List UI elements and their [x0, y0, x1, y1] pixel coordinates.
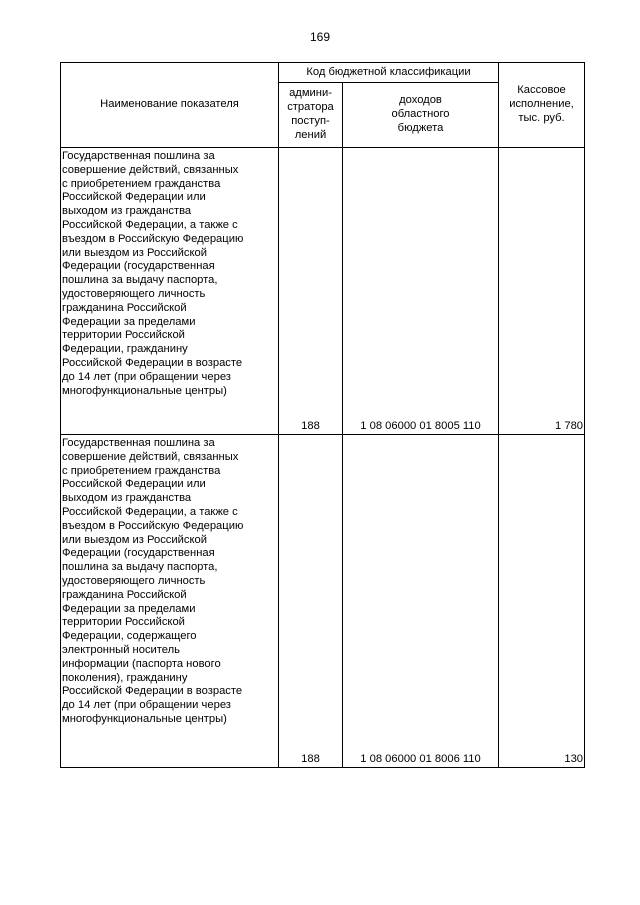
- header-code-group: [279, 63, 499, 83]
- budget-table: [60, 62, 585, 768]
- header-amount: [499, 63, 585, 148]
- row-income-code: 1 08 06000 01 8005 110: [343, 148, 499, 435]
- header-code-group-label: Код бюджетной классификации: [306, 65, 471, 78]
- row-income-code: 1 08 06000 01 8006 110: [343, 435, 499, 768]
- row-name-cell: [61, 148, 279, 435]
- table-row: [61, 435, 585, 768]
- header-admin-label: админи- стратора поступ- лений: [287, 87, 334, 141]
- header-name: [61, 63, 279, 148]
- row-amount: 130: [499, 435, 585, 768]
- row-name: Государственная пошлина за совершение действий, связанных с приобретением гражданства Российской Федерации или выходом из гражданства Российской Федерации, а также с въездом в Российскую Федерацию или выездом из Российской Федерации (государственная пошлина за выдачу паспорта, удостоверяющего личность гражданина Российской Федерации за пределами территории Российской Федерации, гражданину Российской Федерации в возрасте до 14 лет (при обращении через многофункциональные центры): [62, 150, 244, 397]
- row-admin-code: 188: [279, 435, 343, 768]
- header-admin: [279, 83, 343, 148]
- table-row: [61, 148, 585, 435]
- row-name-cell: [61, 435, 279, 768]
- header-name-label: Наименование показателя: [100, 98, 239, 111]
- header-amount-label: Кассовое исполнение, тыс. руб.: [509, 84, 574, 124]
- page-number: 169: [309, 30, 331, 44]
- row-amount: 1 780: [499, 148, 585, 435]
- row-name: Государственная пошлина за совершение действий, связанных с приобретением гражданства Российской Федерации или выходом из гражданства Российской Федерации, а также с въездом в Российскую Федерацию или выездом из Российской Федерации (государственная пошлина за выдачу паспорта, удостоверяющего личность гражданина Российской Федерации за пределами территории Российской Федерации, содержащего электронный носитель информации (паспорта нового поколения), гражданину Российской Федерации в возрасте до 14 лет (при обращении через многофункциональные центры): [62, 437, 244, 725]
- row-admin-code: 188: [279, 148, 343, 435]
- header-income: [343, 83, 499, 148]
- header-income-label: доходов областного бюджета: [391, 94, 450, 134]
